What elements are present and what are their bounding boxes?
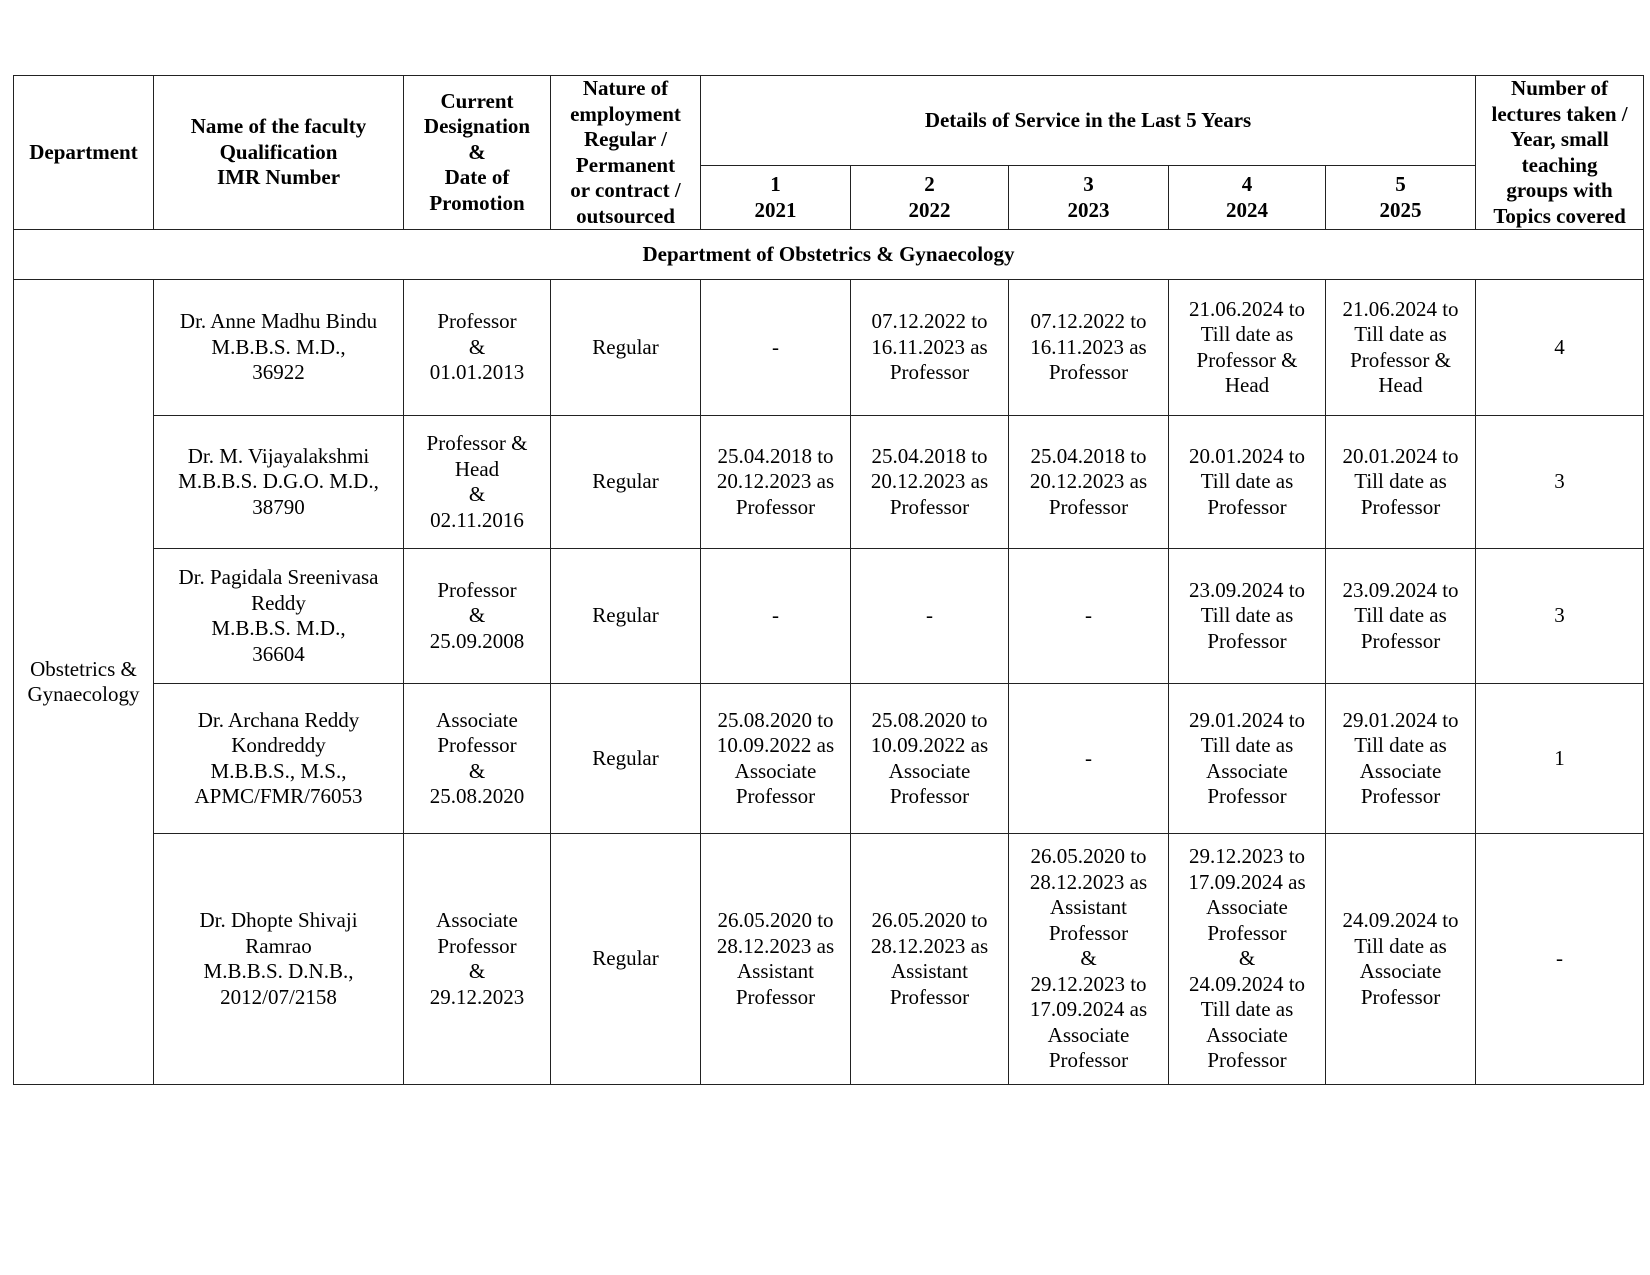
service-line: 16.11.2023 as [1030, 334, 1147, 359]
service-cell-year-4 [1169, 280, 1326, 416]
service-line: Professor [1207, 784, 1287, 808]
service-line: Assistant [1049, 895, 1127, 920]
employment-cell: Regular [551, 834, 701, 1085]
service-line: - [926, 603, 933, 628]
service-line: Professor [1048, 360, 1129, 385]
service-line: 29.12.2023 to [1188, 844, 1306, 869]
header-row [14, 76, 1644, 166]
service-cell-year-3 [1009, 834, 1169, 1085]
service-line: 07.12.2022 to [1030, 309, 1147, 334]
faculty-name-line: Dr. M. Vijayalakshmi [187, 443, 370, 468]
faculty-name-line: Reddy [251, 590, 306, 615]
table-row [14, 834, 1644, 1085]
designation-line: Head [454, 456, 500, 481]
service-line: - [772, 334, 779, 359]
service-line: 29.01.2024 to [1342, 707, 1459, 732]
service-line: Professor [1207, 1048, 1287, 1073]
year-index: 5 [1395, 172, 1406, 197]
service-line: & [1080, 946, 1097, 971]
faculty-name-line: APMC/FMR/76053 [194, 784, 363, 808]
employment-cell: Regular [551, 684, 701, 834]
service-cell-year-4 [1169, 684, 1326, 834]
header-designation [404, 76, 551, 230]
section-title: Department of Obstetrics & Gynaecology [14, 230, 1644, 280]
department-cell-line: Gynaecology [27, 682, 140, 706]
employment-cell: Regular [551, 416, 701, 549]
header-year-5 [1326, 166, 1476, 230]
year-value: 2025 [1379, 197, 1422, 222]
service-line: Professor [735, 984, 816, 1009]
service-line: 28.12.2023 as [716, 933, 835, 958]
faculty-name-line: Dr. Dhopte Shivaji [199, 908, 358, 932]
service-line: Professor [1360, 494, 1441, 519]
service-cell-year-2 [851, 549, 1009, 684]
header-designation-line: Promotion [429, 190, 525, 215]
table-row [14, 280, 1644, 416]
service-line: Professor [1207, 920, 1287, 945]
header-name-line: Qualification [219, 139, 338, 164]
lectures-cell: 1 [1476, 684, 1644, 834]
service-line: 28.12.2023 as [870, 933, 989, 958]
lectures-cell: 3 [1476, 416, 1644, 549]
service-line: Till date as [1354, 933, 1447, 958]
service-line: 25.08.2020 to [717, 707, 834, 732]
designation-line: Associate [436, 707, 518, 732]
service-line: Assistant [736, 959, 814, 983]
faculty-name-line: Ramrao [245, 933, 312, 958]
service-cell-year-5 [1326, 684, 1476, 834]
faculty-name-line: Dr. Archana Reddy [197, 707, 360, 732]
department-cell-line: Obstetrics & [30, 656, 137, 681]
service-line: 26.05.2020 to [1030, 844, 1147, 869]
service-line: Till date as [1354, 733, 1447, 757]
header-name-line: IMR Number [216, 165, 341, 190]
designation-line: 25.08.2020 [429, 784, 525, 808]
designation-line: & [468, 482, 486, 506]
designation-line: 25.09.2008 [429, 628, 525, 653]
service-line: Associate [888, 758, 971, 783]
header-year-3 [1009, 166, 1169, 230]
faculty-name-line: Dr. Pagidala Sreenivasa [178, 565, 379, 589]
service-line: Professor [735, 494, 816, 519]
service-line: 24.09.2024 to [1188, 971, 1306, 996]
header-designation-line: Current [440, 88, 514, 113]
header-service: Details of Service in the Last 5 Years [701, 76, 1476, 166]
service-cell-year-1 [701, 684, 851, 834]
service-line: Associate [1206, 1022, 1288, 1047]
faculty-name-line: M.B.B.S. M.D., [211, 616, 346, 640]
service-line: 23.09.2024 to [1188, 577, 1306, 602]
employment-cell: Regular [551, 280, 701, 416]
service-line: - [1085, 745, 1092, 770]
designation-line: Professor [437, 309, 517, 334]
service-line: 24.09.2024 to [1342, 908, 1459, 932]
faculty-name-cell [154, 280, 404, 416]
header-lectures-line: teaching [1521, 152, 1598, 177]
service-line: Professor [1048, 920, 1129, 945]
service-cell-year-4 [1169, 834, 1326, 1085]
header-year-1 [701, 166, 851, 230]
table-body [14, 230, 1644, 1085]
year-index: 1 [770, 172, 781, 197]
service-line: 26.05.2020 to [717, 908, 834, 932]
year-value: 2022 [908, 197, 951, 222]
header-employment [551, 76, 701, 230]
service-line: 20.01.2024 to [1188, 443, 1306, 468]
service-cell-year-2 [851, 684, 1009, 834]
faculty-name-cell [154, 549, 404, 684]
service-line: 20.12.2023 as [1029, 469, 1148, 494]
service-cell-year-5 [1326, 549, 1476, 684]
service-line: Associate [1359, 959, 1442, 983]
service-line: Till date as [1354, 469, 1447, 494]
service-line: Professor [735, 784, 816, 808]
service-line: Associate [1047, 1022, 1130, 1047]
service-line: Associate [1206, 758, 1288, 783]
service-cell-year-1 [701, 280, 851, 416]
faculty-name-cell [154, 684, 404, 834]
service-line: 21.06.2024 to [1342, 296, 1459, 321]
faculty-name-line: M.B.B.S. D.G.O. M.D., [178, 469, 379, 494]
service-cell-year-2 [851, 416, 1009, 549]
faculty-name-line: Dr. Anne Madhu Bindu [179, 309, 378, 334]
service-line: Till date as [1200, 469, 1294, 494]
service-line: Head [1378, 373, 1423, 397]
service-line: Professor [1207, 628, 1287, 653]
service-line: Associate [734, 758, 817, 783]
service-line: Professor [1360, 784, 1441, 808]
year-value: 2024 [1226, 197, 1268, 222]
service-line: 29.01.2024 to [1188, 707, 1306, 732]
designation-line: Associate [436, 908, 518, 932]
service-cell-year-4 [1169, 416, 1326, 549]
service-line: 20.12.2023 as [716, 469, 835, 494]
department-cell [14, 280, 154, 1085]
designation-line: & [468, 758, 486, 783]
service-line: Head [1224, 373, 1270, 397]
header-year-2 [851, 166, 1009, 230]
faculty-name-line: M.B.B.S. D.N.B., [203, 959, 354, 983]
faculty-name-line: 36604 [252, 641, 305, 666]
service-cell-year-3 [1009, 684, 1169, 834]
designation-line: Professor [437, 933, 517, 958]
service-cell-year-2 [851, 834, 1009, 1085]
designation-cell [404, 280, 551, 416]
header-lectures-line: Number of [1511, 76, 1609, 100]
lectures-cell: 3 [1476, 549, 1644, 684]
faculty-name-cell [154, 416, 404, 549]
header-employment-line: employment [570, 101, 681, 126]
service-line: Till date as [1354, 603, 1447, 628]
header-name [154, 76, 404, 230]
service-line: Till date as [1354, 322, 1447, 346]
service-line: Professor [889, 360, 970, 385]
designation-line: & [468, 603, 486, 628]
service-line: Professor [1207, 494, 1287, 519]
service-line: Professor & [1350, 347, 1451, 372]
header-employment-line: Regular / [583, 127, 668, 151]
service-line: 17.09.2024 as [1029, 997, 1148, 1022]
service-line: Associate [1206, 895, 1288, 920]
service-line: Professor [889, 494, 970, 519]
year-value: 2023 [1067, 197, 1110, 222]
designation-line: & [468, 334, 486, 359]
service-line: 17.09.2024 as [1188, 869, 1306, 894]
designation-cell [404, 549, 551, 684]
header-employment-line: outsourced [576, 203, 675, 228]
designation-line: Professor [437, 733, 517, 757]
designation-cell [404, 684, 551, 834]
year-value: 2021 [754, 197, 797, 222]
designation-line: 29.12.2023 [429, 984, 525, 1009]
service-line: 20.12.2023 as [870, 469, 989, 494]
service-line: Professor [889, 984, 970, 1009]
service-line: 28.12.2023 as [1029, 869, 1148, 894]
service-cell-year-1 [701, 549, 851, 684]
faculty-table [13, 75, 1644, 1085]
service-line: - [772, 603, 779, 628]
faculty-name-line: M.B.B.S., M.S., [210, 758, 347, 783]
section-row [14, 230, 1644, 280]
service-line: Till date as [1200, 997, 1294, 1022]
header-name-line: Name of the faculty [190, 114, 367, 139]
year-index: 2 [924, 172, 935, 197]
service-line: - [1085, 603, 1092, 628]
designation-line: & [468, 959, 486, 983]
service-line: 10.09.2022 as [716, 733, 835, 757]
service-cell-year-3 [1009, 280, 1169, 416]
table-row [14, 549, 1644, 684]
service-line: 07.12.2022 to [871, 309, 988, 334]
service-line: Assistant [890, 959, 968, 983]
header-lectures-line: Topics covered [1493, 203, 1626, 228]
header-designation-line: & [468, 139, 486, 164]
service-line: Professor [1360, 984, 1441, 1009]
faculty-name-line: 2012/07/2158 [220, 984, 337, 1009]
header-department: Department [14, 76, 154, 230]
service-line: & [1238, 946, 1256, 971]
faculty-name-line: 38790 [252, 494, 305, 519]
table-row [14, 684, 1644, 834]
header-lectures-line: lectures taken / [1491, 101, 1628, 126]
header-designation-line: Designation [423, 114, 531, 139]
service-line: Professor & [1196, 347, 1298, 372]
service-line: 21.06.2024 to [1188, 296, 1306, 321]
service-line: Till date as [1200, 322, 1294, 346]
service-line: 20.01.2024 to [1342, 443, 1459, 468]
designation-cell [404, 416, 551, 549]
service-line: Professor [889, 784, 970, 808]
service-cell-year-1 [701, 834, 851, 1085]
header-employment-line: or contract / [570, 178, 681, 202]
faculty-name-cell [154, 834, 404, 1085]
service-cell-year-3 [1009, 416, 1169, 549]
service-cell-year-4 [1169, 549, 1326, 684]
header-employment-line: Nature of [582, 76, 669, 100]
service-cell-year-5 [1326, 280, 1476, 416]
designation-cell [404, 834, 551, 1085]
lectures-cell: - [1476, 834, 1644, 1085]
service-line: Associate [1359, 758, 1442, 783]
service-line: 25.04.2018 to [717, 443, 834, 468]
designation-line: 02.11.2016 [430, 507, 524, 532]
service-cell-year-2 [851, 280, 1009, 416]
header-lectures-line: groups with [1506, 178, 1613, 202]
service-cell-year-5 [1326, 416, 1476, 549]
service-line: Professor [1048, 1048, 1129, 1073]
service-line: 10.09.2022 as [870, 733, 989, 757]
faculty-name-line: 36922 [252, 360, 305, 385]
designation-line: Professor [437, 577, 517, 602]
employment-cell: Regular [551, 549, 701, 684]
service-cell-year-5 [1326, 834, 1476, 1085]
faculty-name-line: M.B.B.S. M.D., [211, 334, 346, 359]
service-line: 25.04.2018 to [871, 443, 988, 468]
year-index: 4 [1241, 172, 1253, 197]
header-employment-line: Permanent [575, 152, 676, 177]
service-line: 16.11.2023 as [871, 334, 988, 359]
service-line: 26.05.2020 to [871, 908, 988, 932]
service-cell-year-3 [1009, 549, 1169, 684]
faculty-name-line: Kondreddy [231, 733, 326, 757]
service-line: Till date as [1200, 733, 1294, 757]
table-row [14, 416, 1644, 549]
service-line: Till date as [1200, 603, 1294, 628]
service-line: 25.08.2020 to [871, 707, 988, 732]
lectures-cell: 4 [1476, 280, 1644, 416]
header-year-4 [1169, 166, 1326, 230]
service-line: 23.09.2024 to [1342, 577, 1459, 602]
service-line: Professor [1360, 628, 1441, 653]
header-lectures-line: Year, small [1510, 127, 1609, 151]
service-line: 25.04.2018 to [1030, 443, 1147, 468]
header-designation-line: Date of [444, 165, 510, 190]
designation-line: Professor & [426, 431, 528, 455]
year-index: 3 [1083, 172, 1094, 197]
header-lectures [1476, 76, 1644, 230]
service-line: Professor [1048, 494, 1129, 519]
service-line: 29.12.2023 to [1030, 971, 1147, 996]
service-cell-year-1 [701, 416, 851, 549]
designation-line: 01.01.2013 [429, 360, 525, 385]
